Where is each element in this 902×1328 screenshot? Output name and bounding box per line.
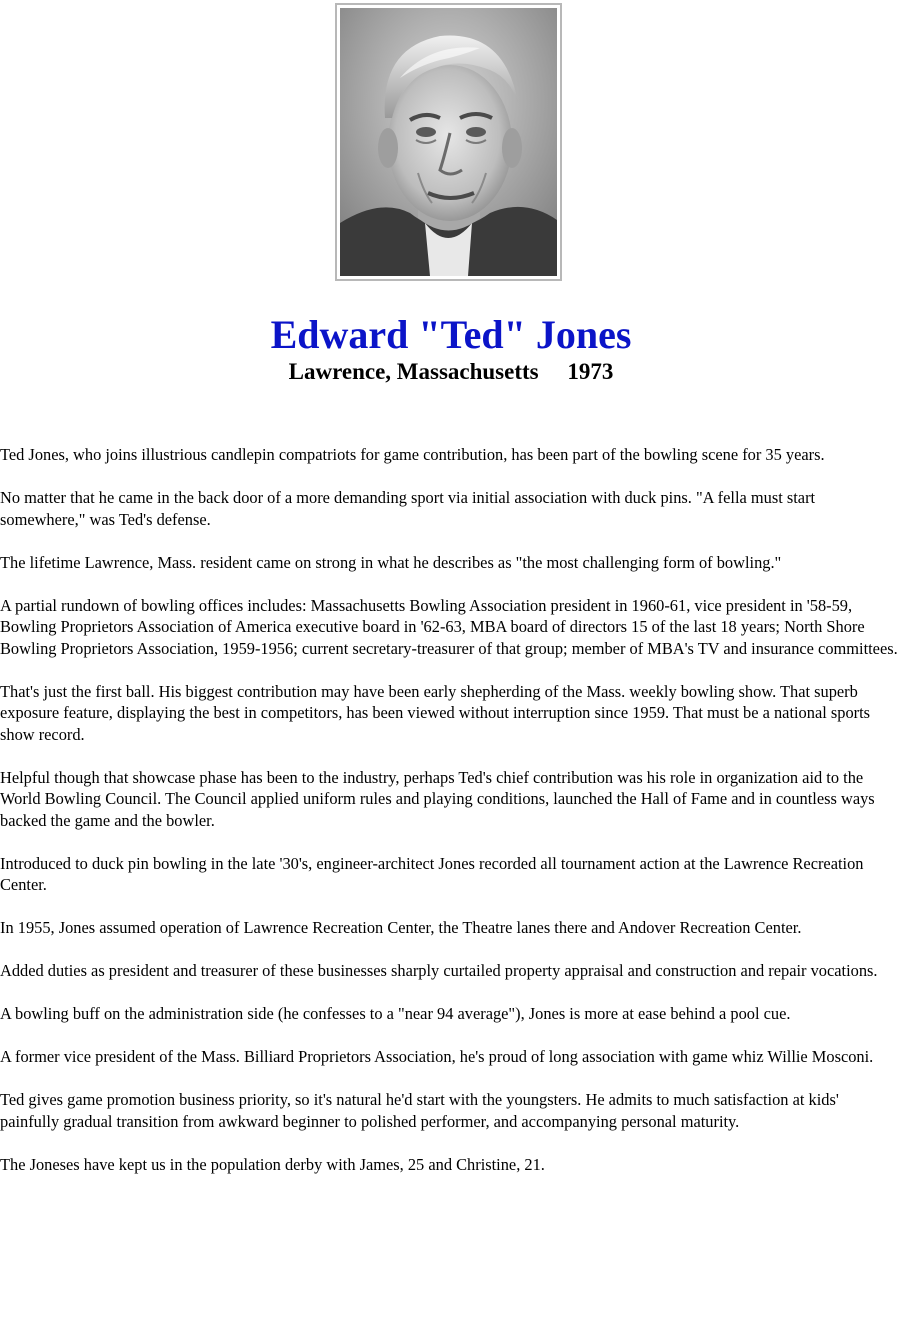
paragraph: A bowling buff on the administration side (he confesses to a "near 94 average"), Jones is more at ease behind a pool cue. — [0, 1004, 791, 1023]
paragraph: Added duties as president and treasurer of these businesses sharply curtailed property appraisal and construction and repair vocations. — [0, 961, 878, 980]
paragraph: Ted Jones, who joins illustrious candlepin compatriots for game contribution, has been part of the bowling scene for 35 years. — [0, 445, 825, 464]
paragraph: No matter that he came in the back door of a more demanding sport via initial association with duck pins. "A fella must start somewhere," was Ted's defense. — [0, 488, 816, 529]
portrait-icon — [340, 8, 557, 276]
paragraph: The lifetime Lawrence, Mass. resident came on strong in what he describes as "the most challenging form of bowling." — [0, 552, 782, 572]
paragraph: Helpful though that showcase phase has been to the industry, perhaps Ted's chief contribution was his role in organization aid to the World Bowling Council. The Council applied uniform rules and playing conditions, launched the Hall of Fame and in countless ways backed the game and the bowler. — [0, 767, 875, 830]
paragraph: In 1955, Jones assumed operation of Lawrence Recreation Center, the Theatre lanes there and Andover Recreation Center. — [0, 918, 802, 937]
biography-article — [0, 444, 898, 1197]
page-title: Edward "Ted" Jones — [270, 312, 632, 357]
paragraph: A partial rundown of bowling offices includes: Massachusetts Bowling Association president in 1960-61, vice president in '58-59, Bowling Proprietors Association of America executive board in '62-63, MBA board of directors 15 of the last 18 years; North Shore Bowling Proprietors Association, 1959-1956; current secretary-treasurer of that group; member of MBA's TV and insurance committees. — [0, 595, 898, 658]
paragraph: A former vice president of the Mass. Billiard Proprietors Association, he's proud of long association with game whiz Willie Mosconi. — [0, 1047, 874, 1066]
paragraph: Introduced to duck pin bowling in the late '30's, engineer-architect Jones recorded all tournament action at the Lawrence Recreation Center. — [0, 853, 864, 894]
location-year: Lawrence, Massachusetts 1973 — [288, 359, 614, 384]
paragraph: The Joneses have kept us in the population derby with James, 25 and Christine, 21. — [0, 1154, 545, 1174]
paragraph: That's just the first ball. His biggest contribution may have been early shepherding of the Mass. weekly bowling show. That superb exposure feature, displaying the best in competitors, has been viewed without interruption since 1959. That must be a national sports show record. — [0, 681, 871, 744]
profile-header — [0, 312, 902, 386]
paragraph: Ted gives game promotion business priority, so it's natural he'd start with the youngsters. He admits to much satisfaction at kids' painfully gradual transition from awkward beginner to polished performer, and accompanying personal maturity. — [0, 1090, 839, 1131]
portrait-photo — [335, 3, 562, 281]
